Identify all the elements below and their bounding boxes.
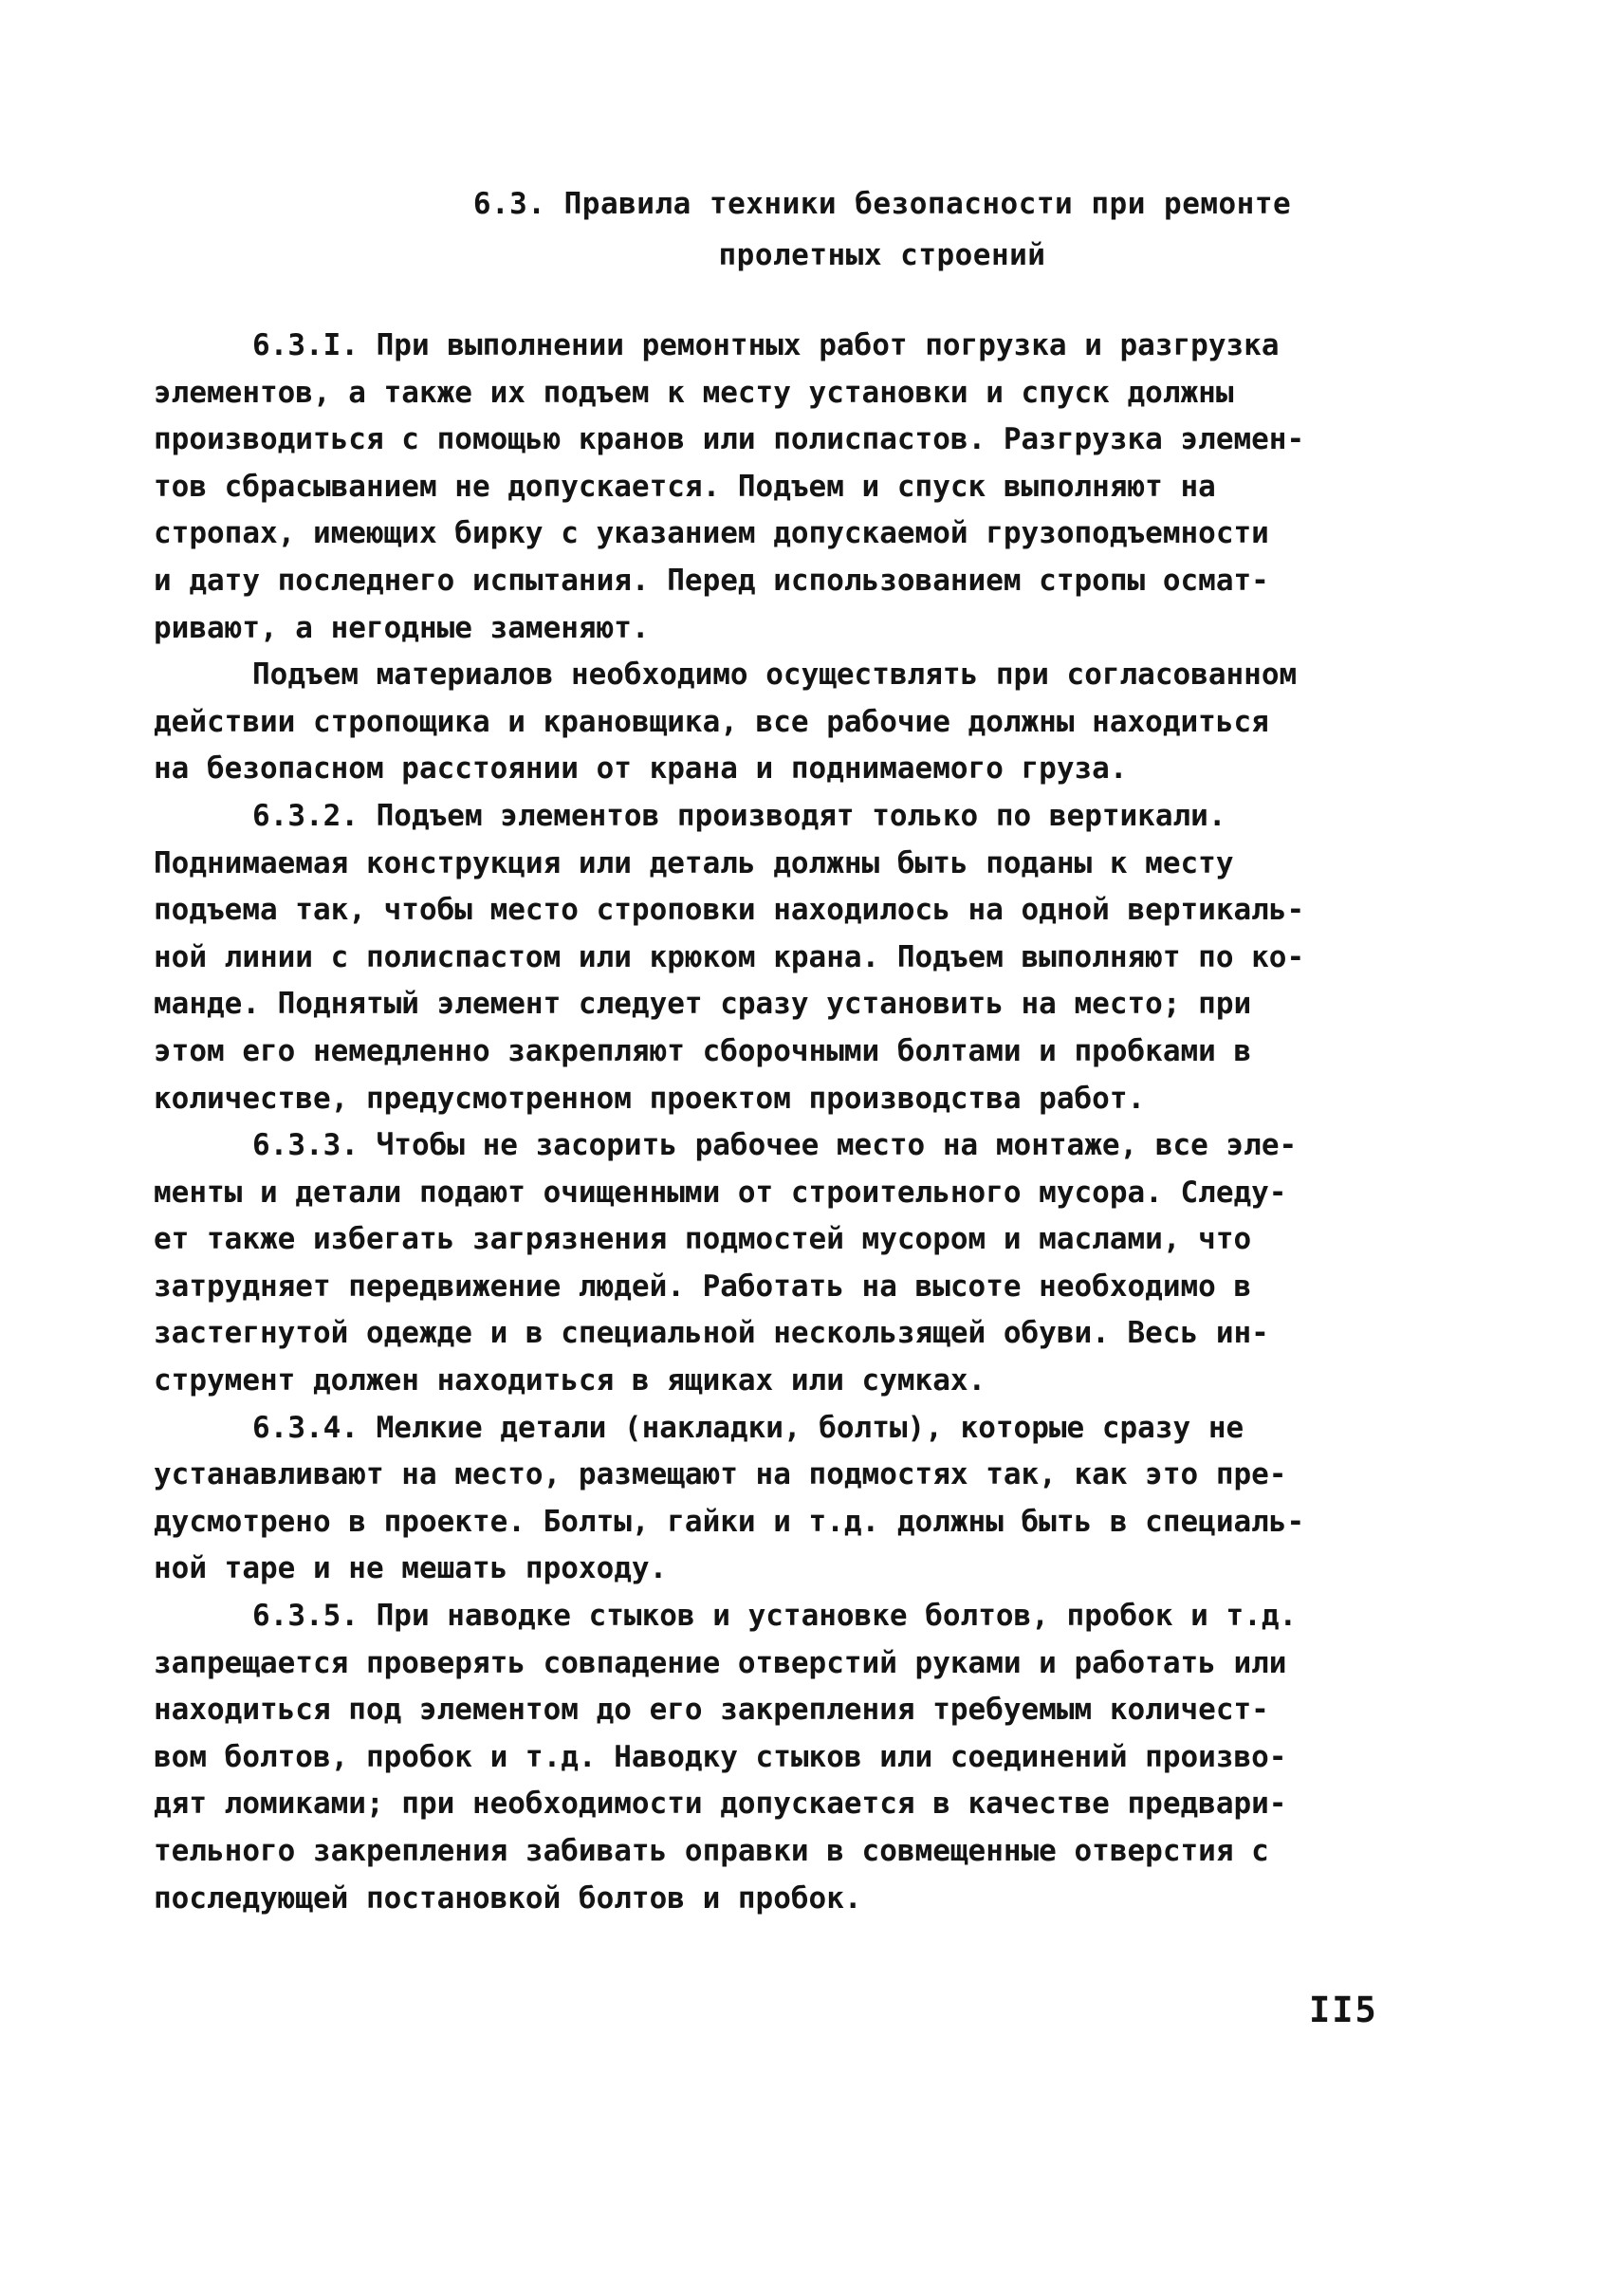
text-line: манде. Поднятый элемент следует сразу установить на место; при — [154, 987, 1252, 1022]
text-line: затрудняет передвижение людей. Работать на высоте необходимо в — [154, 1268, 1252, 1304]
text-line: устанавливают на место, размещают на подмостях так, как это пре- — [154, 1457, 1287, 1492]
paragraph — [154, 793, 1425, 1122]
heading-line: 6.3. Правила техники безопасности при ремонте — [472, 187, 1292, 221]
text-line: находиться под элементом до его закрепления требуемым количест- — [154, 1693, 1269, 1728]
section-heading — [0, 178, 1622, 281]
text-line: этом его немедленно закрепляют сборочными болтами и пробками в — [154, 1033, 1252, 1068]
text-line: менты и детали подают очищенными от строительного мусора. Следу- — [154, 1175, 1287, 1210]
text-line: тов сбрасыванием не допускается. Подъем и спуск выполняют на — [154, 469, 1216, 504]
text-line: Подъем материалов необходимо осуществлять при согласованном — [252, 657, 1298, 693]
text-line: производиться с помощью кранов или полиспастов. Разгрузка элемен- — [154, 422, 1305, 457]
paragraph — [154, 1122, 1425, 1405]
text-line: последующей постановкой болтов и пробок. — [154, 1880, 862, 1916]
text-line: ной таре и не мешать проходу. — [154, 1551, 668, 1586]
paragraph — [154, 652, 1425, 793]
text-line: 6.3.3. Чтобы не засорить рабочее место на монтаже, все эле- — [252, 1128, 1298, 1163]
text-line: на безопасном расстоянии от крана и поднимаемого груза. — [154, 751, 1128, 787]
text-line: элементов, а также их подъем к месту установки и спуск должны — [154, 375, 1234, 410]
text-line: ной линии с полиспастом или крюком крана. Подъем выполняют по ко- — [154, 939, 1305, 974]
paragraph — [154, 1593, 1425, 1922]
text-line: дусмотрено в проекте. Болты, гайки и т.д. должны быть в специаль- — [154, 1504, 1305, 1539]
text-line: и дату последнего испытания. Перед использованием стропы осмат- — [154, 563, 1269, 598]
paragraph — [154, 323, 1425, 652]
text-line: 6.3.5. При наводке стыков и установке болтов, пробок и т.д. — [252, 1599, 1298, 1634]
text-line: дят ломиками; при необходимости допускается в качестве предвари- — [154, 1787, 1287, 1822]
page-number: II5 — [1309, 1990, 1378, 2030]
text-line: подъема так, чтобы место строповки находилось на одной вертикаль- — [154, 893, 1305, 928]
text-line: струмент должен находиться в ящиках или сумках. — [154, 1363, 986, 1398]
text-line: ет также избегать загрязнения подмостей мусором и маслами, что — [154, 1222, 1252, 1257]
heading-line: пролетных строений — [718, 238, 1046, 272]
text-line: ривают, а негодные заменяют. — [154, 610, 650, 645]
text-line: стропах, имеющих бирку с указанием допускаемой грузоподъемности — [154, 516, 1269, 551]
text-line: Поднимаемая конструкция или деталь должны быть поданы к месту — [154, 845, 1234, 880]
text-line: количестве, предусмотренном проектом производства работ. — [154, 1081, 1146, 1116]
text-line: 6.3.4. Мелкие детали (накладки, болты), которые сразу не — [252, 1410, 1244, 1445]
text-line: вом болтов, пробок и т.д. Наводку стыков или соединений произво- — [154, 1739, 1287, 1774]
text-line: тельного закрепления забивать оправки в совмещенные отверстия с — [154, 1834, 1269, 1868]
text-line: 6.3.2. Подъем элементов производят только по вертикали. — [252, 798, 1226, 833]
text-line: действии стропощика и крановщика, все рабочие должны находиться — [154, 704, 1269, 739]
text-line: застегнутой одежде и в специальной нескользящей обуви. Весь ин- — [154, 1316, 1269, 1351]
text-line: 6.3.I. При выполнении ремонтных работ погрузка и разгрузка — [252, 328, 1280, 362]
body-text — [154, 323, 1425, 1922]
text-line: запрещается проверять совпадение отверстий руками и работать или — [154, 1645, 1287, 1680]
paragraph — [154, 1405, 1425, 1593]
